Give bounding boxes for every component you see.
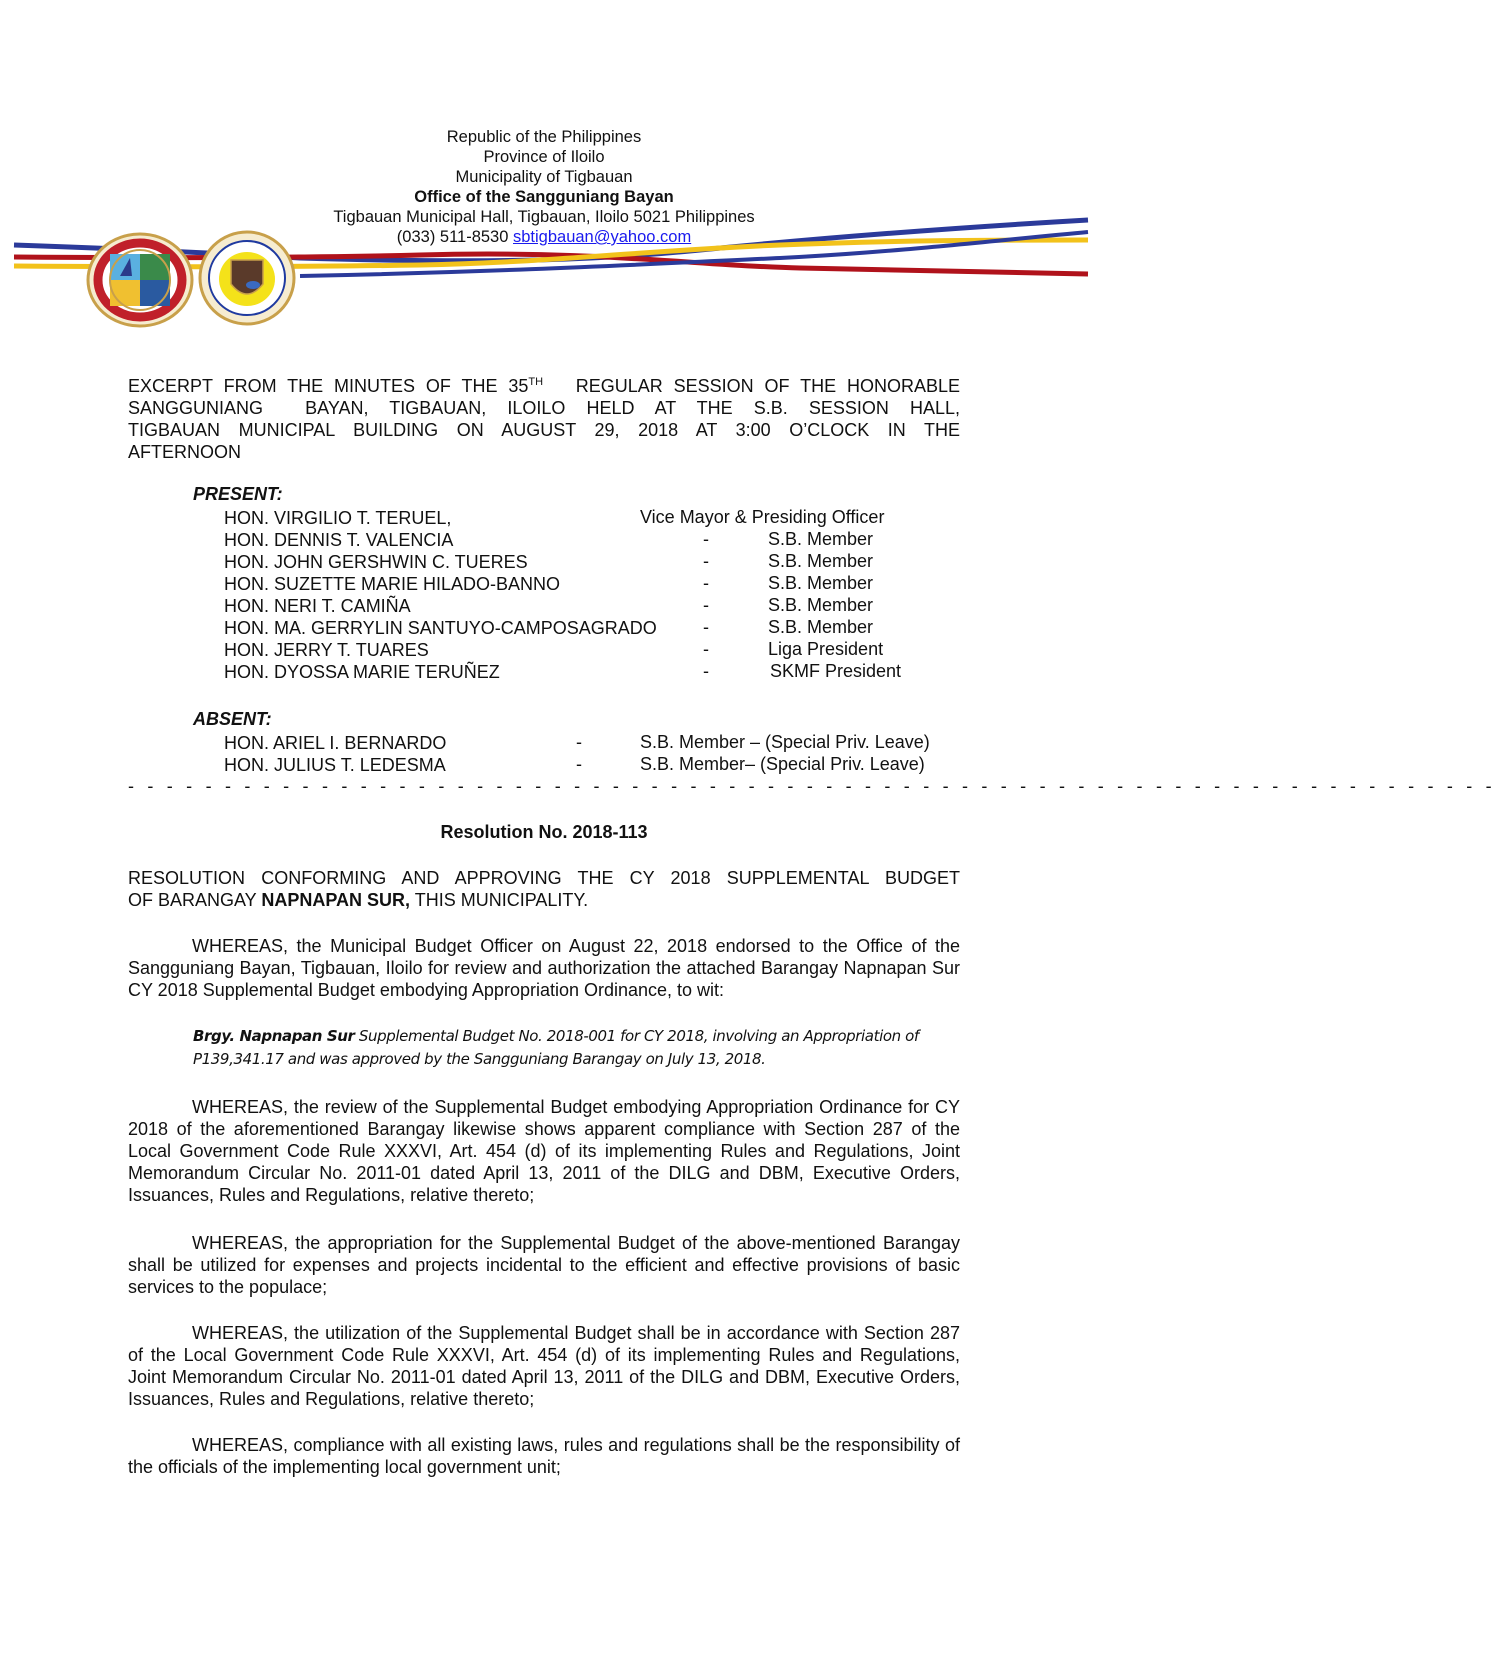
attendee-role: S.B. Member– (Special Priv. Leave) — [640, 754, 925, 774]
attendee-name: HON. ARIEL I. BERNARDO — [224, 733, 447, 753]
separator-line: - - - - - - - - - - - - - - - - - - - - - - - - - - - - - - - - - - - - - - - - - - - - - - - - - - - - - - - - - - - - - - - - - - - - - - - — [128, 776, 1496, 796]
absent-label: ABSENT: — [193, 709, 272, 729]
attendee-row — [224, 551, 528, 573]
resolution-title-line-2 — [128, 889, 960, 911]
quote-rest: Supplemental Budget No. 2018-001 for CY 2018, involving an Appropriation of P139,341.17 and was approved by the Sangguniang Barangay on July 13, 2018. — [193, 1027, 919, 1068]
email-link[interactable]: sbtigbauan@yahoo.com — [513, 228, 692, 246]
attendee-row — [224, 507, 451, 529]
letterhead-address: Tigbauan Municipal Hall, Tigbauan, Iloilo 5021 Philippines — [333, 208, 755, 226]
letterhead-republic: Republic of the Philippines — [446, 128, 642, 146]
attendee-dash: - — [703, 595, 709, 615]
excerpt-text: EXCERPT FROM THE MINUTES OF THE 35 — [128, 376, 529, 396]
attendee-name: HON. VIRGILIO T. TERUEL, — [224, 508, 452, 528]
attendee-name: HON. JERRY T. TUARES — [224, 640, 429, 660]
excerpt-line-3: TIGBAUAN MUNICIPAL BUILDING ON AUGUST 29, 2018 AT 3:00 O’CLOCK IN THE — [128, 420, 960, 440]
letterhead-municipality: Municipality of Tigbauan — [455, 168, 633, 186]
attendee-row — [224, 573, 560, 595]
attendee-row — [224, 754, 446, 776]
attendee-role: Vice Mayor & Presiding Officer — [640, 507, 885, 527]
excerpt-heading — [128, 371, 960, 463]
attendee-dash: - — [703, 639, 709, 659]
excerpt-line-2: SANGGUNIANG BAYAN, TIGBAUAN, ILOILO HELD AT THE S.B. SESSION HALL, — [128, 398, 960, 418]
whereas-5: WHEREAS, compliance with all existing laws, rules and regulations shall be the responsibility of the officials of the implementing local government unit; — [128, 1435, 960, 1477]
attendee-role: S.B. Member — [768, 617, 874, 637]
letterhead-office: Office of the Sangguniang Bayan — [414, 188, 674, 206]
attendee-role: S.B. Member – (Special Priv. Leave) — [640, 732, 930, 752]
letterhead-phone: (033) 511-8530 — [396, 228, 509, 246]
letterhead-province: Province of Iloilo — [483, 148, 605, 166]
attendee-row — [224, 639, 429, 661]
whereas-1: WHEREAS, the Municipal Budget Officer on August 22, 2018 endorsed to the Office of the Sangguniang Bayan, Tigbauan, Iloilo for review and authorization the attached Barangay Napnapan Sur CY 2018 Supplemental Budget embodying Appropriation Ordinance, to wit: — [128, 936, 960, 1000]
whereas-3: WHEREAS, the appropriation for the Supplemental Budget of the above-mentioned Barangay shall be utilized for expenses and projects incidental to the efficient and effective provisions of basic services to the populace; — [128, 1233, 960, 1297]
sangguniang-bayan-seal-icon — [198, 230, 296, 326]
attendee-name: HON. JULIUS T. LEDESMA — [224, 755, 446, 775]
attendee-role: S.B. Member — [768, 573, 874, 593]
excerpt-line-1 — [128, 371, 960, 397]
resolution-number: Resolution No. 2018-113 — [440, 822, 648, 842]
whereas-4: WHEREAS, the utilization of the Supplemental Budget shall be in accordance with Section 287 of the Local Government Code Rule XXXVI, Art. 454 (d) of its implementing Rules and Regulations, Joint Memorandum Circular No. 2011-01 dated April 13, 2011 of the DILG and DBM, Executive Orders, Issuances, Rules and Regulations, relative thereto; — [128, 1323, 960, 1409]
attendee-dash: - — [703, 573, 709, 593]
barangay-name: NAPNAPAN SUR, — [261, 890, 411, 910]
attendee-dash: - — [576, 754, 582, 774]
attendee-name: HON. JOHN GERSHWIN C. TUERES — [224, 552, 528, 572]
quote-bold: Brgy. Napnapan Sur — [193, 1027, 355, 1045]
budget-quote — [193, 1025, 963, 1071]
attendee-name: HON. MA. GERRYLIN SANTUYO-CAMPOSAGRADO — [224, 618, 657, 638]
excerpt-sup: TH — [528, 376, 544, 388]
attendee-dash: - — [703, 617, 709, 637]
attendee-role: Liga President — [768, 639, 884, 659]
present-label: PRESENT: — [193, 484, 283, 504]
title-post: THIS MUNICIPALITY. — [410, 890, 589, 910]
attendee-role: S.B. Member — [768, 595, 874, 615]
excerpt-line-4: AFTERNOON — [128, 442, 242, 462]
resolution-title — [128, 867, 960, 911]
attendee-row — [224, 661, 500, 683]
attendee-dash: - — [703, 551, 709, 571]
attendee-name: HON. DYOSSA MARIE TERUÑEZ — [224, 662, 500, 682]
attendee-dash: - — [703, 529, 709, 549]
attendee-dash: - — [703, 661, 709, 681]
attendee-row — [224, 732, 446, 754]
attendee-role: S.B. Member — [768, 529, 874, 549]
attendee-role: S.B. Member — [768, 551, 874, 571]
attendee-name: HON. SUZETTE MARIE HILADO-BANNO — [224, 574, 561, 594]
excerpt-text-rest: REGULAR SESSION OF THE HONORABLE — [575, 376, 961, 396]
attendee-row — [224, 595, 411, 617]
resolution-title-line-1: RESOLUTION CONFORMING AND APPROVING THE CY 2018 SUPPLEMENTAL BUDGET — [128, 868, 960, 888]
whereas-2: WHEREAS, the review of the Supplemental Budget embodying Appropriation Ordinance for CY 2018 of the aforementioned Barangay likewise shows apparent compliance with Section 287 of the Local Government Code Rule XXXVI, Art. 454 (d) of its implementing Rules and Regulations, Joint Memorandum Circular No. 2011-01 dated April 13, 2011 of the DILG and DBM, Executive Orders, Issuances, Rules and Regulations, relative thereto; — [128, 1097, 960, 1205]
attendee-name: HON. NERI T. CAMIÑA — [224, 596, 411, 616]
municipality-seal-icon — [86, 232, 194, 328]
attendee-dash: - — [576, 732, 582, 752]
title-pre: OF BARANGAY — [128, 890, 262, 910]
attendee-row — [224, 529, 453, 551]
attendee-name: HON. DENNIS T. VALENCIA — [224, 530, 454, 550]
attendee-row — [224, 617, 657, 639]
attendee-role: SKMF President — [770, 661, 902, 681]
